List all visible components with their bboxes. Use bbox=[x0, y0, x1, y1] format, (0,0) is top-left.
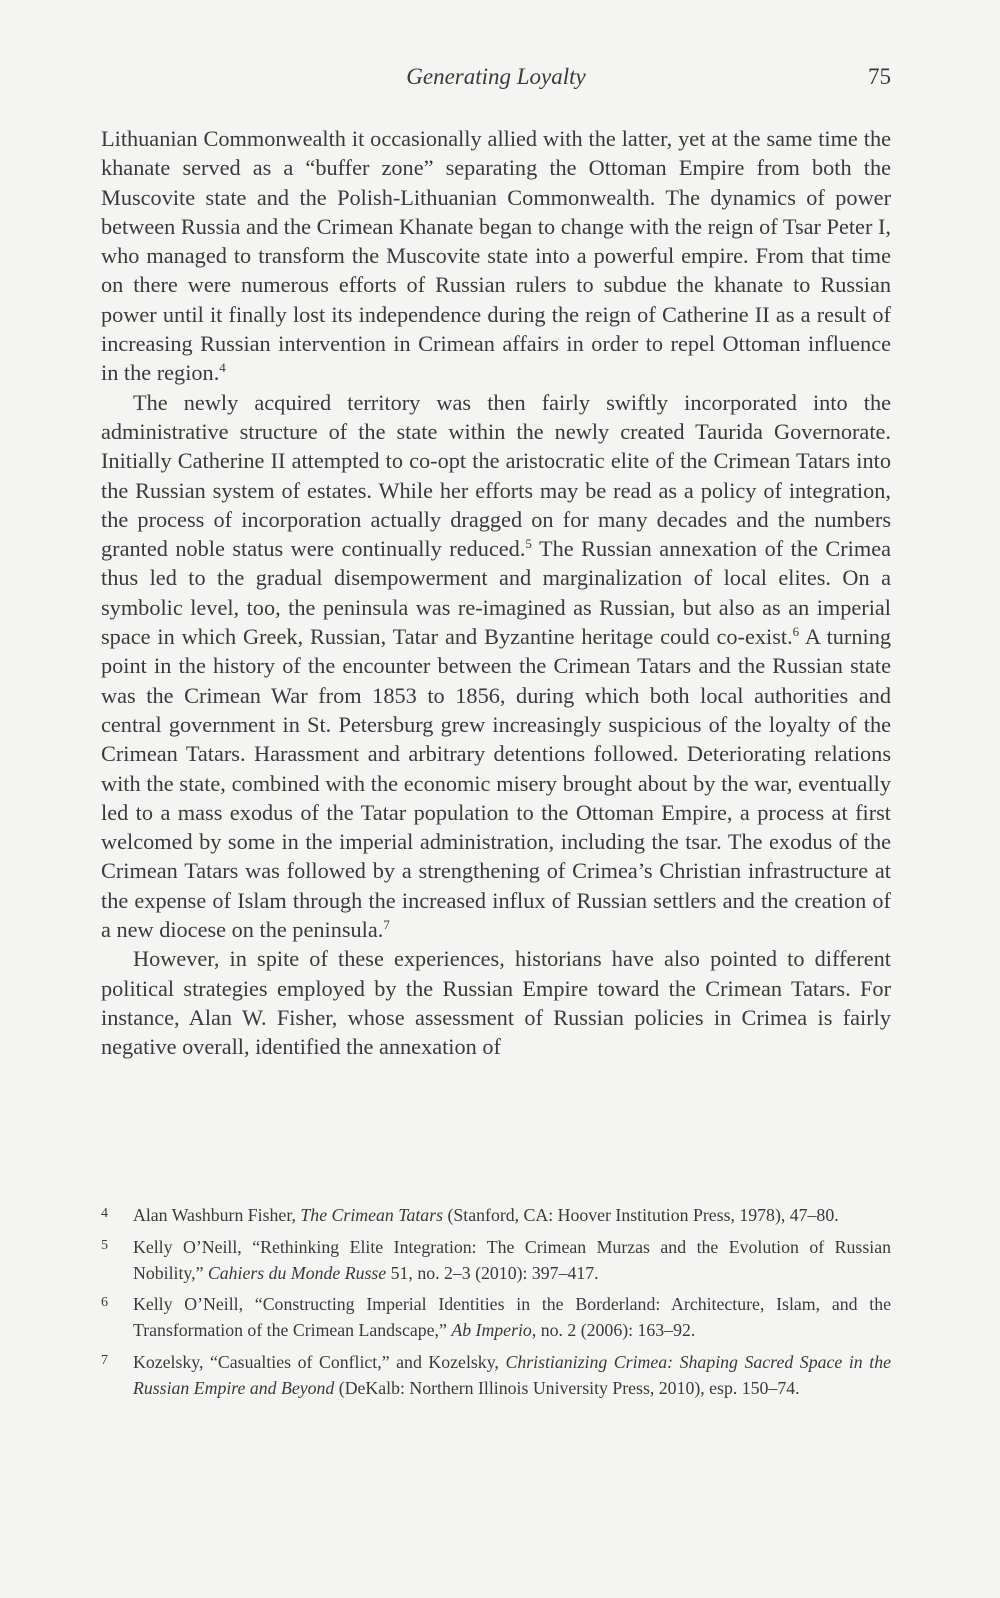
paragraph: The newly acquired territory was then fairly swiftly incorporated into the administrative structure of the state within the newly created Taurida Governorate. Initially Catherine II attempted to co-opt the aristocratic elite of the Crimean Tatars into the Russian system of estates. While her efforts may be read as a policy of integration, the process of incorporation actually dragged on for many decades and the numbers granted noble status were continually reduced.$^5$ The Russian annexation of the Crimea thus led to the gradual disempowerment and marginalization of local elites. On a symbolic level, too, the peninsula was re-imagined as Russian, but also as an imperial space in which Greek, Russian, Tatar and Byzantine heritage could co-exist.$^6$ A turning point in the history of the encounter between the Crimean Tatars and the Russian state was the Crimean War from 1853 to 1856, during which both local authorities and central government in St. Petersburg grew increasingly suspicious of the loyalty of the Crimean Tatars. Harassment and arbitrary detentions followed. Deteriorating relations with the state, combined with the economic misery brought about by the war, eventually led to a mass exodus of the Tatar population to the Ottoman Empire, a process at first welcomed by some in the imperial administration, including the tsar. The exodus of the Crimean Tatars was followed by a strengthening of Crimea’s Christian infrastructure at the expense of Islam through the increased influx of Russian settlers and the creation of a new diocese on the peninsula.$^7$ bbox=[101, 389, 891, 943]
footnote-ref: 4 bbox=[219, 360, 226, 376]
running-head bbox=[101, 64, 891, 94]
footnote-ref: 7 bbox=[383, 917, 390, 933]
footnote: 4 Alan Washburn Fisher, The Crimean Tatars (Stanford, CA: Hoover Institution Press, 1978), 47–80. bbox=[101, 1203, 891, 1229]
body-text bbox=[101, 124, 891, 1062]
page-number: 75 bbox=[868, 64, 891, 89]
footnote: 7 Kozelsky, “Casualties of Conflict,” and Kozelsky, Christianizing Crimea: Shaping Sacred Space in the Russian Empire and Beyond (DeKalb: Northern Illinois University Press, 2010), esp. 150–74. bbox=[101, 1350, 891, 1402]
footnote: 6 Kelly O’Neill, “Constructing Imperial Identities in the Borderland: Architecture, Islam, and the Transformation of the Crimean Landscape,” Ab Imperio, no. 2 (2006): 163–92. bbox=[101, 1292, 891, 1344]
footnote-number: 5 bbox=[101, 1237, 108, 1253]
footnote-number: 6 bbox=[101, 1295, 108, 1311]
running-title: Generating Loyalty bbox=[406, 64, 586, 89]
paragraph: However, in spite of these experiences, historians have also pointed to different political strategies employed by the Russian Empire toward the Crimean Tatars. For instance, Alan W. Fisher, whose assessment of Russian policies in Crimea is fairly negative overall, identified the annexation of bbox=[101, 946, 891, 1060]
footnote-ref: 5 bbox=[525, 536, 532, 552]
footnote-number: 4 bbox=[101, 1206, 108, 1221]
footnote-ref: 6 bbox=[792, 624, 800, 640]
footnote-number: 7 bbox=[101, 1352, 108, 1368]
paragraph: Lithuanian Commonwealth it occasionally allied with the latter, yet at the same time the khanate served as a “buffer zone” separating the Ottoman Empire from both the Muscovite state and the Polish-Lithuanian Commonwealth. The dynamics of power between Russia and the Crimean Khanate began to change with the reign of Tsar Peter I, who managed to transform the Muscovite state into a powerful empire. From that time on there were numerous efforts of Russian rulers to subdue the khanate to Russian power until it finally lost its independence during the reign of Catherine II as a result of increasing Russian intervention in Crimean affairs in order to repel Ottoman influence in the region.$^4$ bbox=[101, 126, 891, 386]
footnotes bbox=[101, 1203, 891, 1408]
footnote: 5 Kelly O’Neill, “Rethinking Elite Integration: The Crimean Murzas and the Evolution of Russian Nobility,” Cahiers du Monde Russe 51, no. 2–3 (2010): 397–417. bbox=[101, 1235, 891, 1287]
